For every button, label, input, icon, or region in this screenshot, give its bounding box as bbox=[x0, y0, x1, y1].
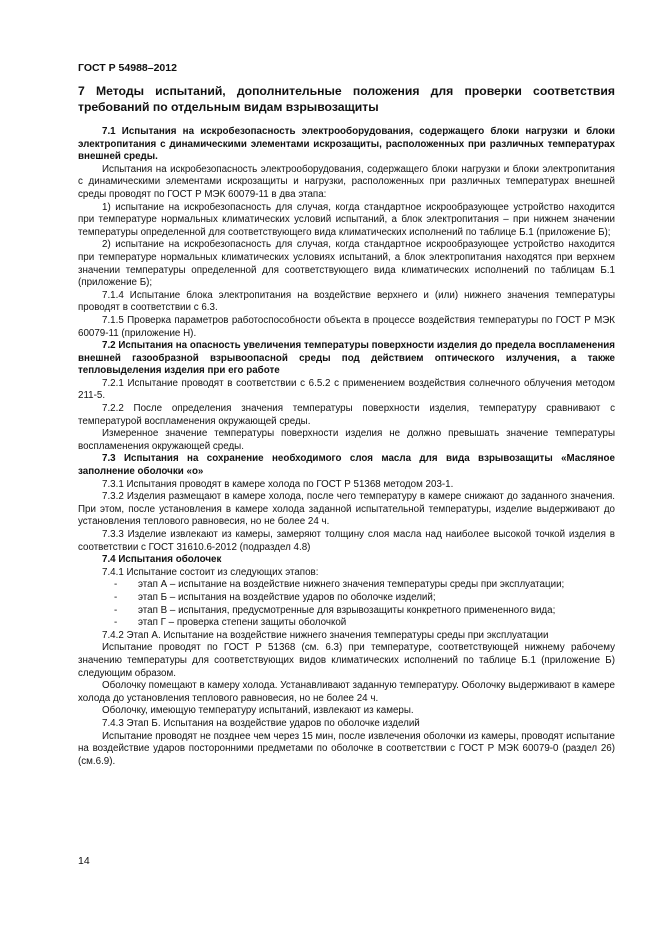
paragraph: Оболочку помещают в камеру холода. Устанавливают заданную температуру. Оболочку выдерживают в камере холода до установления теплового равновесия, но не более 24 ч. bbox=[78, 680, 615, 704]
stage-item bbox=[78, 579, 615, 592]
paragraph: Испытания на искробезопасность электрооборудования, содержащего блоки нагрузки и блоки электропитания с динамическими элементами искрозащиты и нагрузки, расположенных при различных температурах внешней среды проводят по ГОСТ Р МЭК 60079-11 в два этапа: bbox=[78, 163, 615, 200]
paragraph: 7.1.5 Проверка параметров работоспособности объекта в процессе воздействия температуры по ГОСТ Р МЭК 60079-11 (приложение Н). bbox=[78, 314, 615, 339]
dash-marker: - bbox=[114, 579, 118, 591]
section-title: 7 Методы испытаний, дополнительные положения для проверки соответствия требований по отдельным видам взрывозащиты bbox=[78, 84, 615, 114]
stage-item bbox=[78, 592, 615, 605]
stage-item bbox=[78, 617, 615, 630]
dash-marker: - bbox=[114, 617, 118, 629]
dash-marker: - bbox=[114, 591, 118, 603]
stage-text: этап Г – проверка степени защиты оболочкой bbox=[138, 617, 347, 629]
stage-text: этап А – испытание на воздействие нижнего значения температуры среды при эксплуатации; bbox=[138, 579, 565, 591]
paragraph: 7.4.1 Испытание состоит из следующих этапов: bbox=[102, 566, 319, 578]
paragraph: Испытание проводят не позднее чем через 15 мин, после извлечения оболочки из камеры, проводят испытание на воздействие ударов посторонними предметами по оболочке в соответствии с ГОСТ Р МЭК 60079-0 (раздел 26) (см.6.9). bbox=[78, 730, 615, 767]
stage-text: этап Б – испытания на воздействие ударов по оболочке изделий; bbox=[138, 591, 436, 603]
paragraph: 7.3.1 Испытания проводят в камере холода по ГОСТ Р 51368 методом 203-1. bbox=[102, 478, 454, 490]
paragraph: 7.2.2 После определения значения температуры поверхности изделия, температуру сравнивают с температурой воспламенения окружающей среды. bbox=[78, 403, 615, 427]
paragraph: 7.4.2 Этап А. Испытание на воздействие нижнего значения температуры среды при эксплуатации bbox=[102, 629, 549, 641]
paragraph: Оболочку, имеющую температуру испытаний, извлекают из камеры. bbox=[102, 705, 414, 717]
paragraph: 7.2.1 Испытание проводят в соответствии с 6.5.2 с применением воздействия солнечного облучения методом 211-5. bbox=[78, 377, 615, 402]
stage-item bbox=[78, 605, 615, 618]
paragraph: 1) испытание на искробезопасность для случая, когда стандартное искрообразующее устройство находится при температуре нормальных климатических условий испытаний, а блок электропитания – при нижнем значении температуры определенной для соответствующего вида климатических исполнений по таблице Б.1 (приложение Б); bbox=[78, 201, 615, 238]
paragraph: Испытание проводят по ГОСТ Р 51368 (см. 6.3) при температуре, соответствующей нижнему рабочему значению температуры для соответствующих видов климатических исполнений по таблице Б.1 (приложение Б) следующим образом. bbox=[78, 642, 615, 679]
subsection-heading: 7.1 Испытания на искробезопасность электрооборудования, содержащего блоки нагрузки и блоки электропитания с динамическими элементами искрозащиты, расположенных при различных температурах внешней среды. bbox=[78, 126, 615, 163]
paragraph: 7.3.2 Изделия размещают в камере холода, после чего температуру в камере снижают до заданного значения. При этом, после установления в камере холода заданной испытательной температуры, изделие выдерживают до установления теплового равновесия, но не более 24 ч. bbox=[78, 491, 615, 528]
paragraph: 7.4.3 Этап Б. Испытания на воздействие ударов по оболочке изделий bbox=[102, 717, 420, 729]
stage-text: этап В – испытания, предусмотренные для взрывозащиты конкретного примененного вида; bbox=[138, 604, 556, 616]
document-header: ГОСТ Р 54988–2012 bbox=[78, 62, 177, 74]
paragraph: Измеренное значение температуры поверхности изделия не должно превышать значение температуры воспламенения окружающей среды. bbox=[78, 428, 615, 452]
paragraph: 7.3.3 Изделие извлекают из камеры, замеряют толщину слоя масла над наиболее высокой точкой изделия в соответствии с ГОСТ 31610.6-2012 (подраздел 4.8) bbox=[78, 529, 615, 553]
page-content bbox=[78, 62, 615, 768]
paragraph: 2) испытание на искробезопасность для случая, когда стандартное искрообразующее устройство находится при температуре нормальных климатических условиях испытаний, а блок электропитания находятся при верхнем значении температуры определенной для соответствующего вида климатических исполнений по таблицам Б.1 (приложение Б); bbox=[78, 239, 615, 289]
subsection-heading: 7.3 Испытания на сохранение необходимого слоя масла для вида взрывозащиты «Масляное заполнение оболочки «о» bbox=[78, 453, 615, 478]
dash-marker: - bbox=[114, 604, 118, 616]
subsection-heading: 7.4 Испытания оболочек bbox=[102, 554, 222, 566]
page-number: 14 bbox=[78, 855, 90, 867]
paragraph: 7.1.4 Испытание блока электропитания на воздействие верхнего и (или) нижнего значения температуры проводят в соответствии с 6.3. bbox=[78, 289, 615, 314]
subsection-heading: 7.2 Испытания на опасность увеличения температуры поверхности изделия до предела воспламенения внешней газообразной взрывоопасной среды под действием оптического излучения, а также тепловыделения изделия при его работе bbox=[78, 340, 615, 377]
